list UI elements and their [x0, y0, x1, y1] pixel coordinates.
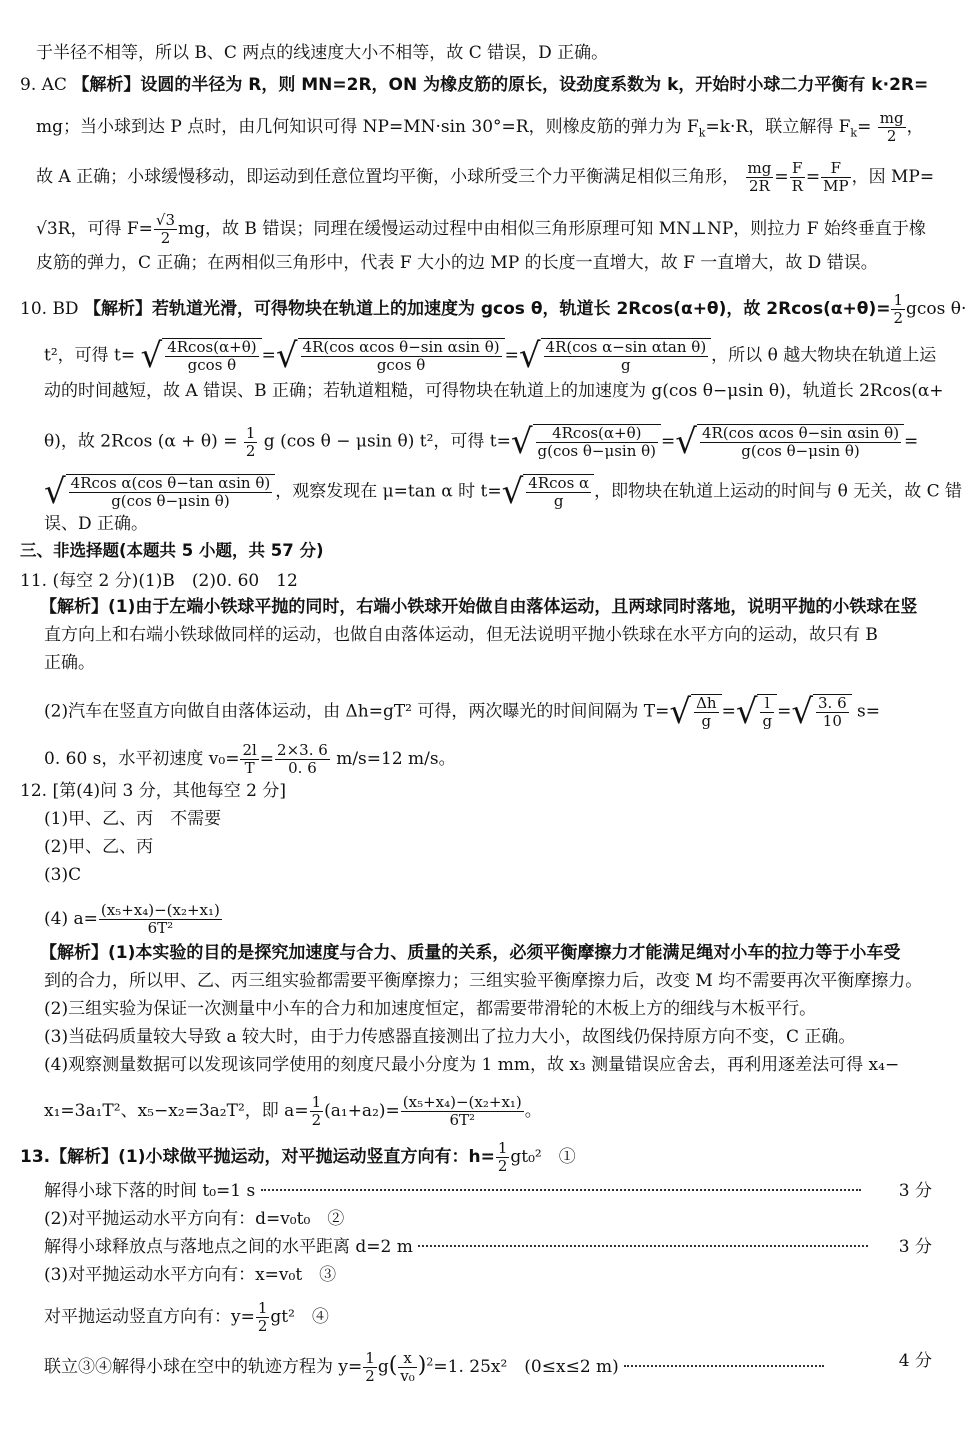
fraction: $\frac{√3}{2}$ — [155, 211, 176, 247]
answer-line: (1)甲、乙、丙 不需要 — [44, 809, 222, 829]
text-line: 正确。 — [44, 653, 95, 673]
fraction: $\frac{1}{2}$ — [311, 1093, 322, 1129]
text-line: (2)汽车在竖直方向做自由落体运动，由 Δh=gT² 可得，两次曝光的时间间隔为 T=√ $\frac{\Delta h}{g}$ =√ $\frac{l}{g}$ =√ $\frac{3. 6}{10}$ s= — [44, 692, 881, 732]
text-line: 0. 60 s，水平初速度 v₀= $\frac{2l}{T}$ = $\frac{2\times 3. 6}{0. 6}$ m/s=12 m/s。 — [44, 741, 456, 777]
fraction: $\frac{1}{2}$ — [497, 1139, 508, 1175]
fraction: $\frac{\text{(x₅+x₄)−(x₂+x₁)}}{\text{6T²}}$ — [402, 1093, 522, 1129]
text-line: 于半径不相等，所以 B、C 两点的线速度大小不相等，故 C 错误，D 正确。 — [36, 43, 609, 63]
fraction: $\frac{F}{R}$ — [791, 159, 803, 195]
text-line: t²，可得 t= √ $\frac{4Rcos(\alpha+\theta)}{\text{gcos θ}}$ =√ $\frac{\text{4R(cos αcos θ−sin αsin θ)}}{\text{gcos θ}}$ =√ $\frac{\text{4R(cos α−sin αtan θ)}}{g}$ ，所以 θ 越大物块在轨道上运 — [44, 336, 937, 376]
text-line: (3)对平抛运动水平方向有：x=v₀t ③ — [44, 1265, 337, 1285]
question-9 — [20, 74, 928, 96]
sqrt-expression: √ $\frac{3. 6}{10}$ — [791, 694, 851, 730]
question-13: 13.【解析】(1)小球做平抛运动，对平抛运动竖直方向有：h= $\frac{1}{2}$ gt₀² ① — [20, 1139, 576, 1175]
question-10: 10. BD 【解析】若轨道光滑，可得物块在轨道上的加速度为 gcos θ，轨道长 2Rcos(α+θ)，故 2Rcos(α+θ)= $\frac{1}{2}$ gcos θ· — [20, 291, 966, 327]
text-line: 动的时间越短，故 A 错误、B 正确；若轨道粗糙，可得物块在轨道上的加速度为 g(cos θ−μsin θ)，轨道长 2Rcos(α+ — [44, 381, 944, 401]
fraction: $\frac{1}{2}$ — [893, 291, 904, 327]
section-heading: 三、非选择题(本题共 5 小题，共 57 分) — [20, 541, 324, 560]
sqrt-expression: √ $\frac{\text{4R(cos α−sin αtan θ)}}{g}$ — [519, 338, 711, 374]
text-line: (4)观察测量数据可以发现该同学使用的刻度尺最小分度为 1 mm，故 x₃ 测量错误应舍去，再利用逐差法可得 x₄− — [44, 1055, 900, 1075]
analysis-text: 【解析】设圆的半径为 R，则 MN=2R，ON 为橡皮筋的原长，设劲度系数为 k，开始时小球二力平衡有 k·2R= — [72, 75, 929, 95]
text-line: 【解析】(1)本实验的目的是探究加速度与合力、质量的关系，必须平衡摩擦力才能满足绳对小车的拉力等于小车受 — [40, 943, 901, 963]
text-line: 【解析】(1)由于左端小铁球平抛的同时，右端小铁球开始做自由落体运动，且两球同时落地，说明平抛的小铁球在竖 — [40, 597, 918, 617]
answer-line: (2)甲、乙、丙 — [44, 837, 154, 857]
text-line: 直方向上和右端小铁球做同样的运动，也做自由落体运动，但无法说明平抛小铁球在水平方向的运动，故只有 B — [44, 625, 878, 645]
text-line: 皮筋的弹力，C 正确；在两相似三角形中，代表 F 大小的边 MP 的长度一直增大，故 F 一直增大，故 D 错误。 — [36, 253, 878, 273]
fraction: $\frac{F}{MP}$ — [823, 159, 849, 195]
fraction: $\frac{2l}{T}$ — [242, 741, 257, 777]
text-line: 误、D 正确。 — [44, 514, 149, 534]
fraction: $\frac{mg}{2}$ — [879, 109, 904, 145]
fraction: $\frac{mg}{2R}$ — [747, 159, 772, 195]
fraction: $\frac{1}{2}$ — [257, 1299, 268, 1335]
text-line: x₁=3a₁T²、x₅−x₂=3a₂T²，即 a= $\frac{1}{2}$ (a₁+a₂)= $\frac{\text{(x₅+x₄)−(x₂+x₁)}}{\text{6T²}}$ 。 — [44, 1093, 542, 1129]
text-line: 故 A 正确；小球缓慢移动，即运动到任意位置均平衡，小球所受三个力平衡满足相似三角形， $\frac{mg}{2R}$ = $\frac{F}{R}$ = $\frac{F}{MP}$ ，因 MP= — [36, 159, 935, 195]
text-line: 对平抛运动竖直方向有：y= $\frac{1}{2}$ gt² ④ — [44, 1299, 329, 1335]
score-line: 解得小球下落的时间 t₀=1 s 3 分 — [44, 1181, 932, 1201]
fraction: $\frac{x}{\text{v₀}}$ — [400, 1349, 415, 1385]
answer-line: (3)C — [44, 865, 82, 885]
sqrt-expression: √ $\frac{\text{4Rcos α}}{g}$ — [502, 474, 595, 510]
text-line: (2)三组实验为保证一次测量中小车的合力和加速度恒定，都需要带滑轮的木板上方的细线与木板平行。 — [44, 999, 817, 1019]
fraction: $\frac{\text{(x₅+x₄)−(x₂+x₁)}}{\text{6T²}}$ — [100, 901, 220, 937]
fraction: $\frac{1}{2}$ — [245, 423, 256, 460]
sqrt-expression: √ $\frac{\text{4Rcos α(cos θ−tan αsin θ)}}{\text{g(cos θ−μsin θ)}}$ — [44, 474, 275, 510]
sqrt-expression: √ $\frac{\Delta h}{g}$ — [669, 694, 721, 730]
text-line: θ)，故 2Rcos (α + θ) = $\frac{1}{2}$ g (cos θ − μsin θ) t²，可得 t=√ $\frac{4Rcos(\alpha+\theta)}{\text{g(cos θ−μsin θ)}}$ =√ $\frac{\text{4R(cos αcos θ−sin αsin θ)}}{\text{g(cos θ−μsin θ)}}$ = — [44, 422, 919, 462]
fraction: $\frac{2\times 3. 6}{0. 6}$ — [277, 741, 328, 777]
sqrt-expression: √ $\frac{\text{4R(cos αcos θ−sin αsin θ)}}{\text{gcos θ}}$ — [276, 338, 505, 374]
sqrt-expression: √ $\frac{\text{4R(cos αcos θ−sin αsin θ)}}{\text{g(cos θ−μsin θ)}}$ — [675, 424, 904, 460]
answer-line: (4) a= $\frac{\text{(x₅+x₄)−(x₂+x₁)}}{\text{6T²}}$ — [44, 901, 220, 937]
text-line: (3)当砝码质量较大导致 a 较大时，由于力传感器直接测出了拉力大小，故图线仍保持原方向不变，C 正确。 — [44, 1027, 856, 1047]
question-11: 11. (每空 2 分)(1)B (2)0. 60 12 — [20, 571, 298, 591]
text-line: √3R，可得 F= $\frac{√3}{2}$ mg，故 B 错误；同理在缓慢运动过程中由相似三角形原理可知 MN⊥NP，则拉力 F 始终垂直于橡 — [36, 211, 926, 247]
text-line: 到的合力，所以甲、乙、丙三组实验都需要平衡摩擦力；三组实验平衡摩擦力后，改变 M 均不需要再次平衡摩擦力。 — [44, 971, 923, 991]
sqrt-expression: √ $\frac{l}{g}$ — [736, 694, 777, 730]
sqrt-expression: √ $\frac{4Rcos(\alpha+\theta)}{\text{g(cos θ−μsin θ)}}$ — [511, 424, 661, 460]
fraction: $\frac{1}{2}$ — [365, 1349, 375, 1385]
score-line: 联立③④解得小球在空中的轨迹方程为 y= $\frac{1}{2}$ g( $\frac{x}{\text{v₀}}$ )$^2$=1. 25x² (0≤x≤2 m) 4 分 — [44, 1349, 932, 1385]
text-line: √ $\frac{\text{4Rcos α(cos θ−tan αsin θ)}}{\text{g(cos θ−μsin θ)}}$ ，观察发现在 μ=tan α 时 t=√ $\frac{\text{4Rcos α}}{g}$ ，即物块在轨道上运动的时间与 θ 无关，故 C 错 — [44, 472, 963, 512]
score-line: 解得小球释放点与落地点之间的水平距离 d=2 m 3 分 — [44, 1237, 932, 1257]
sqrt-expression: √ $\frac{4Rcos(\alpha+\theta)}{\text{gcos θ}}$ — [141, 338, 262, 374]
text-line: mg；当小球到达 P 点时，由几何知识可得 NP=MN·sin 30°=R，则橡皮筋的弹力为 $F_k=k\cdot R$，联立解得 $F_k=$ $\frac{mg}{2}$ ， — [36, 109, 924, 145]
question-12: 12. [第(4)问 3 分，其他每空 2 分] — [20, 781, 287, 801]
answer-choice: 9. AC — [20, 75, 67, 95]
text-line: (2)对平抛运动水平方向有：d=v₀t₀ ② — [44, 1209, 345, 1229]
